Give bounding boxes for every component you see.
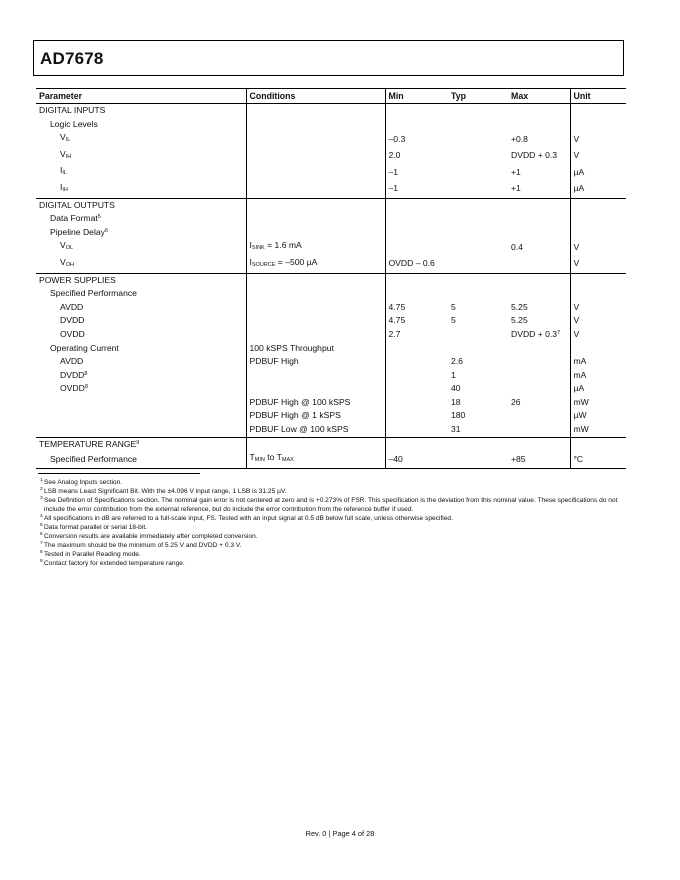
table-row	[36, 118, 626, 132]
table-row	[36, 198, 626, 212]
row-label: $V_{IH}$	[60, 148, 72, 160]
footnote: 8 Tested in Parallel Reading mode.	[40, 550, 141, 558]
cell-unit: µA	[570, 164, 626, 181]
cell-typ: 5	[451, 301, 456, 312]
table-row	[36, 382, 626, 396]
cell-typ: 2.6	[451, 356, 463, 367]
column-header-min: Min	[385, 89, 448, 104]
row-label: AVDD	[60, 301, 84, 312]
cell-conditions: PDBUF High	[246, 355, 385, 369]
table-row	[36, 437, 626, 451]
cell-unit: V	[570, 328, 626, 342]
cell-max: +85	[508, 451, 570, 468]
cell-unit: µA	[570, 181, 626, 198]
header-box	[33, 40, 624, 76]
section-title: TEMPERATURE RANGE$^9$	[39, 438, 140, 449]
table-row	[36, 409, 626, 423]
footnote: 2 LSB means Least Significant Bit. With the ±4.096 V input range, 1 LSB is 31.25 µV.	[40, 487, 287, 495]
cell-typ: 18	[451, 396, 461, 407]
cell-unit: V	[570, 239, 626, 256]
cell-typ: 31	[448, 423, 508, 437]
cell-conditions: $T_{MIN}$ to $T_{MAX}$	[246, 451, 385, 468]
cell-max: 5.25	[511, 315, 528, 326]
cell-min: –0.3	[385, 131, 448, 148]
cell-unit: mA	[570, 355, 626, 369]
footnote: 3 See Definition of Specifications section. The nominal gain error is not centered at zero and is +0.273% of FSR. This specification is the deviation from this nominal value. These specifications do not include the error contribution from the external reference, but do include the error contribution from the reference buffer if used.	[40, 496, 618, 513]
cell-max: +1	[511, 166, 521, 177]
table-row	[36, 328, 626, 342]
cell-conditions: PDBUF Low @ 100 kSPS	[246, 423, 385, 437]
footnote: 9 Contact factory for extended temperature range.	[40, 559, 185, 567]
cell-max: +0.8	[511, 133, 528, 144]
column-header-parameter: Parameter	[36, 89, 246, 104]
row-label: $V_{OL}$	[60, 240, 74, 252]
cell-unit: mW	[570, 423, 626, 437]
table-row	[36, 451, 626, 468]
page-footer: Rev. 0 | Page 4 of 28	[305, 829, 375, 838]
cell-conditions: $I_{SOURCE} = -500$ µA	[246, 256, 385, 273]
row-label: Specified Performance	[50, 288, 137, 299]
cell-min: 4.75	[385, 314, 448, 328]
cell-typ: 40	[451, 383, 461, 394]
cell-min: –40	[385, 451, 448, 468]
column-header-conditions: Conditions	[246, 89, 385, 104]
table-row	[36, 287, 626, 301]
table-row	[36, 164, 626, 181]
cell-min: 2.0	[385, 148, 448, 165]
cell-min: –1	[385, 181, 448, 198]
cell-unit: µW	[570, 409, 626, 423]
cell-typ: 1	[451, 369, 456, 380]
cell-unit: mA	[570, 369, 626, 383]
row-label: Operating Current	[50, 342, 119, 353]
cell-min: OVDD – 0.6	[385, 256, 448, 273]
table-row	[36, 239, 626, 256]
cell-min: 4.75	[385, 301, 448, 315]
cell-max: DVDD + $0.3^7$	[511, 328, 561, 339]
table-row	[36, 148, 626, 165]
cell-max: DVDD + 0.3	[511, 150, 558, 161]
cell-max: 26	[511, 396, 521, 407]
row-label: OVDD$^8$	[60, 383, 88, 394]
table-row	[36, 212, 626, 226]
table-row	[36, 181, 626, 198]
table-row	[36, 131, 626, 148]
table-row	[36, 369, 626, 383]
row-label: Specified Performance	[36, 451, 246, 468]
cell-conditions: PDBUF High @ 100 kSPS	[246, 396, 385, 410]
cell-unit: °C	[570, 451, 626, 468]
table-row	[36, 423, 626, 437]
cell-max: +1	[508, 181, 570, 198]
footnote-divider	[38, 473, 200, 474]
table-row	[36, 342, 626, 356]
part-number-title: AD7678	[40, 49, 104, 68]
specifications-table	[36, 88, 626, 469]
cell-min: 2.7	[385, 328, 448, 342]
footnote: 1 See Analog Inputs section.	[40, 478, 123, 486]
table-row	[36, 396, 626, 410]
row-label: $I_{IL}$	[60, 165, 67, 177]
table-header-row	[36, 89, 626, 104]
row-label: $V_{IL}$	[60, 132, 71, 144]
cell-unit: V	[570, 314, 626, 328]
table-row	[36, 355, 626, 369]
column-header-max: Max	[508, 89, 570, 104]
cell-typ: 5	[451, 315, 456, 326]
table-row	[36, 301, 626, 315]
row-label: $V_{OH}$	[36, 256, 246, 273]
row-label: $I_{IH}$	[36, 181, 246, 198]
cell-conditions: 100 kSPS Throughput	[246, 342, 385, 356]
cell-typ: 180	[451, 410, 466, 421]
cell-unit: V	[570, 148, 626, 165]
row-label: Pipeline Delay$^6$	[50, 226, 108, 237]
table-row	[36, 104, 626, 118]
table-row	[36, 273, 626, 287]
table-row	[36, 314, 626, 328]
section-title: DIGITAL OUTPUTS	[39, 199, 115, 210]
cell-unit: µA	[570, 382, 626, 396]
row-label: OVDD	[60, 328, 85, 339]
row-label: Logic Levels	[50, 118, 98, 129]
cell-min: –1	[385, 164, 448, 181]
cell-conditions: PDBUF High @ 1 kSPS	[246, 409, 385, 423]
footnote: 6 Conversion results are available immediately after completed conversion.	[40, 532, 258, 540]
footnotes-list	[40, 478, 620, 568]
column-header-typ: Typ	[448, 89, 508, 104]
row-label: DVDD	[60, 315, 85, 326]
section-title: POWER SUPPLIES	[39, 274, 116, 285]
footnote: 7 The maximum should be the minimum of 5.25 V and DVDD + 0.3 V.	[40, 541, 242, 549]
row-label: Data Format$^5$	[50, 213, 101, 224]
row-label: DVDD$^8$	[60, 369, 88, 380]
row-label: AVDD	[60, 356, 84, 367]
cell-unit: V	[570, 301, 626, 315]
footnote: 5 Data format parallel or serial 18-bit.	[40, 523, 147, 531]
cell-unit: mW	[570, 396, 626, 410]
table-row	[36, 226, 626, 240]
cell-conditions: $I_{SINK} = 1.6$ mA	[246, 239, 385, 256]
cell-max: 5.25	[511, 301, 528, 312]
section-title: DIGITAL INPUTS	[39, 105, 106, 115]
column-header-unit: Unit	[570, 89, 626, 104]
cell-max: 0.4	[511, 241, 523, 252]
cell-unit: V	[570, 256, 626, 273]
table-row	[36, 256, 626, 273]
cell-unit: V	[570, 131, 626, 148]
footnote: 4 All specifications in dB are referred to a full-scale input, FS. Tested with an input signal at 0.5 dB below full scale, unless otherwise specified.	[40, 514, 453, 522]
